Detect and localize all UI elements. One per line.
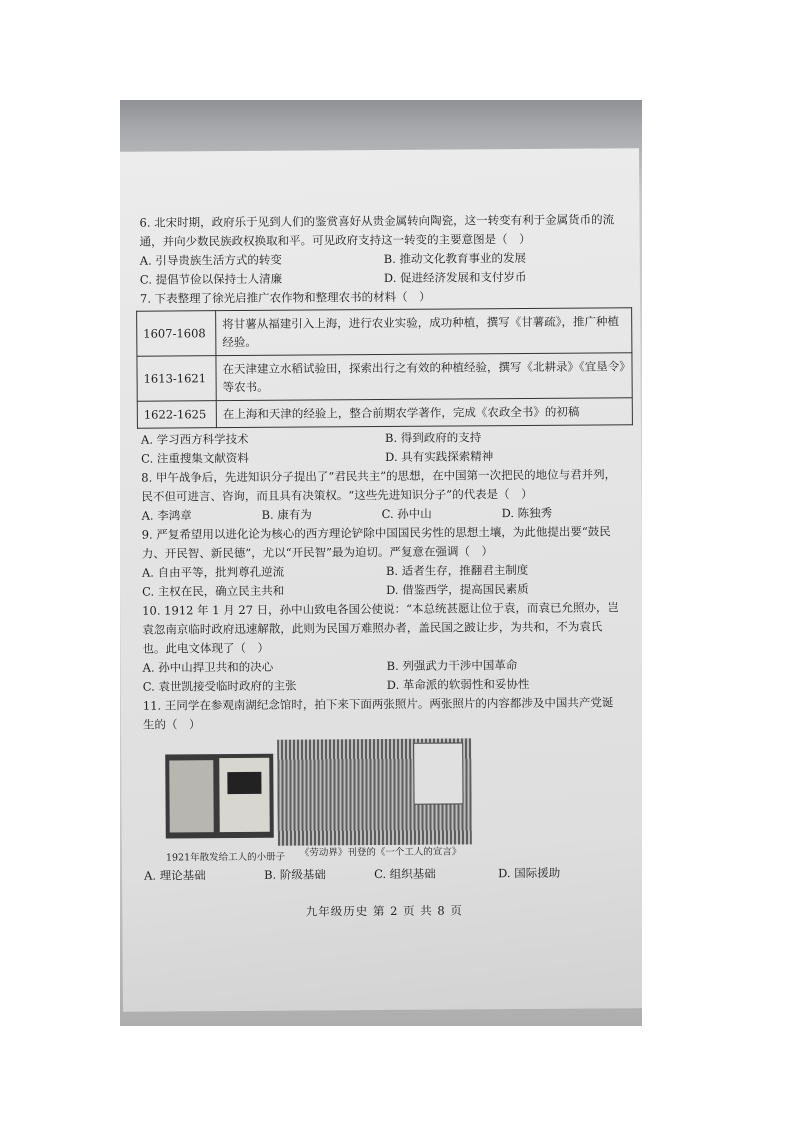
question-6-stem: 6. 北宋时期，政府乐于见到人们的鉴赏喜好从贵金属转向陶瓷，这一转变有利于金属货币的流通，并向少数民族政权换取和平。可见政府支持这一转变的主要意图是（ ） [139,212,615,249]
newspaper-title-box [413,742,463,804]
xu-guangqi-table [136,307,633,428]
option-d: D. 借鉴西学，提高国民素质 [386,581,529,597]
option-a: A. 理论基础 [144,868,206,883]
option-b: B. 康有为 [261,507,312,522]
option-c: C. 提倡节俭以保持士人清廉 [139,271,283,287]
table-cell-year: 1622-1625 [137,401,216,429]
question-10-stem: 10. 1912 年 1 月 27 日，孙中山致电各国公使说：“本总统甚愿让位于袁，而袁已允照办，岂袁忽南京临时政府迅速解散，此则为民国万难照办者，盖民国之跛让步，为共和，不为袁氏也。此电文体现了（ ） [142,600,620,656]
option-b: B. 适者生存，推翻君主制度 [385,562,529,578]
newspaper-photo [277,738,472,845]
question-7 [139,286,626,468]
question-7-stem: 7. 下表整理了徐光启推广农作物和整理农书的材料（ ） [139,289,431,306]
option-a: A. 李鸿章 [141,508,192,523]
option-c: C. 组织基础 [374,866,436,882]
photo-background [120,100,642,1026]
option-b: B. 得到政府的支持 [384,430,482,445]
option-a: A. 学习西方科学技术 [140,431,249,447]
question-10-options [143,655,623,696]
question-7-options [141,427,621,468]
option-d: D. 陈独秀 [501,505,553,521]
photo-2-caption: 《劳动界》刊登的《一个工人的宣言》 [299,846,462,859]
question-8 [141,465,621,525]
option-c: C. 孙中山 [381,506,432,521]
question-8-stem: 8. 甲午战争后，先进知识分子提出了“君民共主”的思想，在中国第一次把民的地位与君并列，民不但可进言、咨询，而且具有决策权。“这些先进知识分子”的代表是（ ） [141,467,617,504]
table-cell-year: 1613-1621 [137,356,216,402]
question-11-photos [143,737,624,864]
option-a: A. 孙中山捍卫共和的决心 [142,659,274,675]
question-9 [142,522,623,601]
photo-1-caption: 1921年散发给工人的小册子 [165,851,286,864]
question-6-options [140,248,620,289]
table-cell-text: 在天津建立水稻试验田，探索出行之有效的种植经验，撰写《北耕录》《宜垦令》等农书。 [216,353,632,401]
pamphlet-cover-right [219,758,270,832]
table-row [137,398,632,428]
page-footer: 九年级历史 第 2 页 共 8 页 [305,903,463,919]
option-c: C. 注重搜集文献资料 [141,450,249,466]
question-11 [143,693,624,885]
question-10 [142,598,623,696]
option-c: C. 袁世凯接受临时政府的主张 [142,678,297,694]
option-b: B. 阶级基础 [264,867,326,882]
option-b: B. 列强武力干涉中国革命 [386,658,518,673]
exam-content [139,210,624,922]
option-a: A. 引导贵族生活方式的转变 [139,252,282,268]
option-d: D. 促进经济发展和支付岁币 [383,269,527,285]
option-d: D. 具有实践探索精神 [385,449,494,464]
pamphlet-cover-left [169,760,214,832]
option-d: D. 革命派的软弱性和妥协性 [386,676,530,692]
table-cell-text: 在上海和天津的经验上，整合前期农学著作，完成《农政全书》的初稿 [216,398,632,428]
table-row [137,308,632,356]
exam-sheet [120,148,642,1012]
pamphlet-photo [165,754,274,839]
table-row [137,353,632,401]
option-b: B. 推动文化教育事业的发展 [383,250,527,266]
option-c: C. 主权在民，确立民主共和 [142,583,285,599]
question-9-options [142,560,622,601]
option-d: D. 国际援助 [498,865,561,881]
table-cell-year: 1607-1608 [137,311,216,357]
option-a: A. 自由平等，批判尊孔逆流 [141,564,285,580]
question-9-stem: 9. 严复希望用以进化论为核心的西方理论铲除中国国民劣性的思想土壤，为此他提出要“鼓民力、开民智、新民德”，尤以“开民智”最为迫切。严复意在强调（ ） [141,524,611,561]
table-cell-text: 将甘薯从福建引入上海，进行农业实验，成功种植，撰写《甘薯疏》，推广种植经验。 [216,308,632,356]
question-11-stem: 11. 王同学在参观南湖纪念馆时，拍下来下面两张照片。两张照片的内容都涉及中国共产党诞生的（ ） [142,695,614,732]
question-6 [139,210,620,289]
